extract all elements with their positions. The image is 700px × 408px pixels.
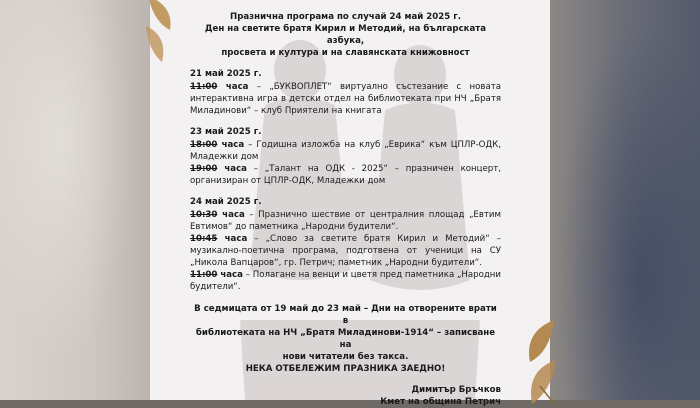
- event-time: 11:00: [190, 82, 218, 92]
- event-time-unit: часа: [217, 82, 249, 92]
- title-line: просвета и култура и на славянската книжовност: [221, 48, 470, 58]
- event-item: [190, 139, 501, 163]
- event-time: 18:00: [190, 140, 218, 150]
- title-line: Ден на светите братя Кирил и Методий, на българската азбука,: [204, 24, 487, 46]
- day-date: 23 май 2025 г.: [190, 127, 262, 137]
- day-block: [190, 68, 501, 117]
- signature-block: [190, 384, 501, 408]
- event-time-unit: часа: [217, 164, 247, 174]
- event-time: 11:00: [190, 270, 218, 280]
- event-time-unit: часа: [217, 234, 248, 244]
- notice-line: нови читатели без такса.: [282, 352, 409, 362]
- event-item: [190, 163, 501, 187]
- title-line: Празнична програма по случай 24 май 2025 г.: [230, 12, 461, 22]
- poster: [150, 0, 550, 407]
- background-right-blurred: [550, 0, 700, 400]
- event-time-unit: часа: [217, 270, 243, 280]
- event-text: – „БУКВОПЛЕТ“ виртуално състезание с новата интерактивна игра в детски отдел на библиотеката при НЧ „Братя Миладинови“ – клуб Приятели на книгата: [190, 82, 501, 116]
- event-item: [190, 233, 501, 269]
- event-time: 19:00: [190, 164, 218, 174]
- day-block: [190, 126, 501, 187]
- event-time-unit: часа: [217, 140, 245, 150]
- leaf-decoration-icon: [144, 0, 178, 66]
- event-time-unit: часа: [217, 210, 245, 220]
- notice-slogan: НЕКА ОТБЕЛЕЖИМ ПРАЗНИКА ЗАЕДНО!: [245, 364, 446, 374]
- program-text: [190, 11, 501, 408]
- event-text: – Годишна изложба на клуб „Еврика“ към ЦПЛР-ОДК, Младежки дом: [190, 140, 501, 162]
- notice-line: В седмицата от 19 май до 23 май – Дни на отворените врати в: [194, 304, 497, 326]
- day-date: 24 май 2025 г.: [190, 197, 262, 207]
- day-date: 21 май 2025 г.: [190, 69, 262, 79]
- event-text: – Празнично шествие от централния площад „Евтим Евтимов“ до паметника „Народни будители“.: [190, 210, 501, 232]
- event-time: 10:30: [190, 210, 218, 220]
- open-doors-notice: [190, 303, 501, 375]
- event-item: [190, 269, 501, 293]
- day-block: [190, 196, 501, 293]
- event-text: – Полагане на венци и цветя пред паметника „Народни будители“.: [190, 270, 501, 292]
- notice-line: библиотеката на НЧ „Братя Миладинови-1914“ – записване на: [195, 328, 496, 350]
- event-item: [190, 209, 501, 233]
- event-time: 10:45: [190, 234, 218, 244]
- signatory-name: Димитър Бръчков: [411, 385, 501, 395]
- event-text: – „Талант на ОДК - 2025“ – празничен концерт, организиран от ЦПЛР-ОДК, Младежки дом: [190, 164, 501, 186]
- event-item: [190, 81, 501, 117]
- program-title: [190, 11, 501, 59]
- background-left-blurred: [0, 0, 150, 400]
- event-text: – „Слово за светите братя Кирил и Методий“ – музикално-поетична програма, подготвена от ученици на СУ „Никола Вапцаров“, гр. Петрич; паметник „Народни будители“.: [190, 234, 501, 268]
- signatory-position: Кмет на община Петрич: [380, 397, 501, 407]
- leaf-decoration-icon: [510, 316, 556, 406]
